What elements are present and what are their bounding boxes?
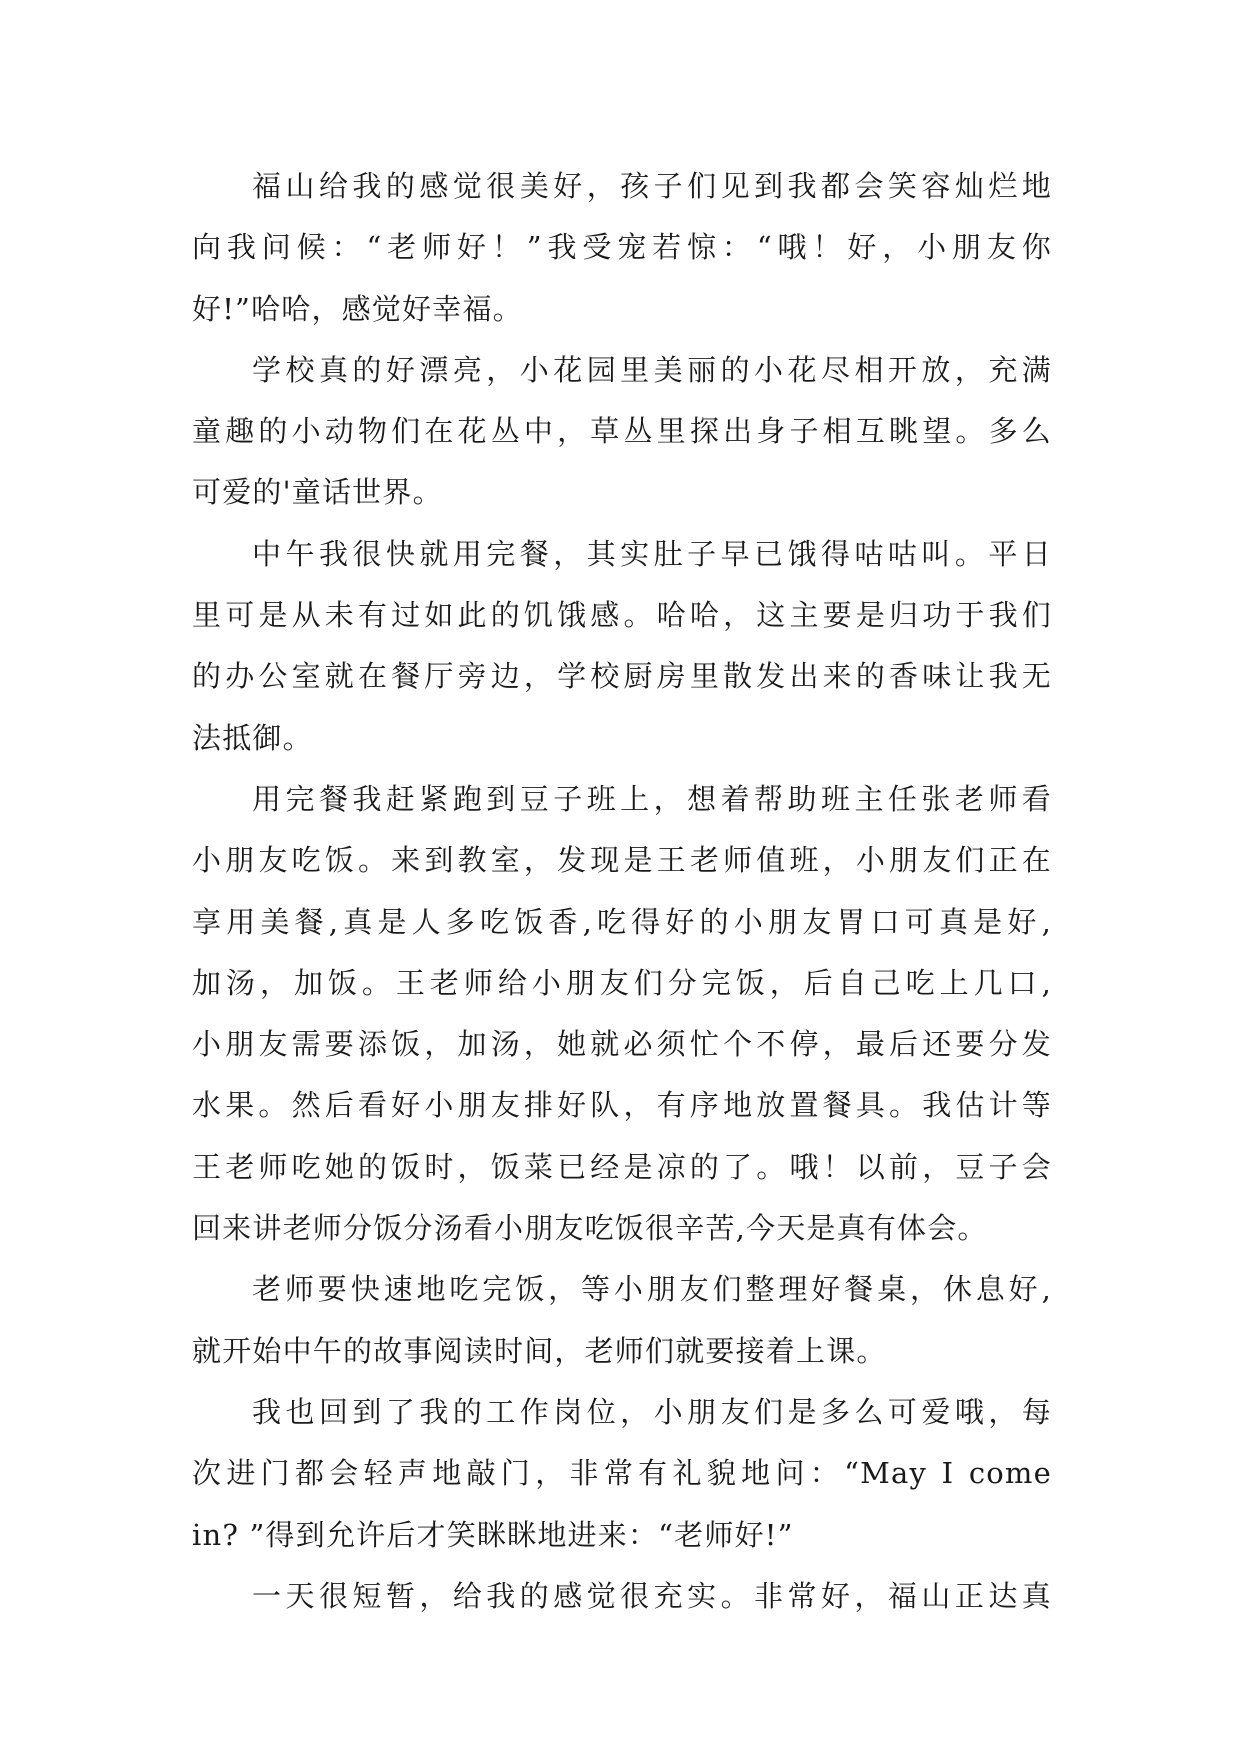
text-line: 童趣的小动物们在花丛中，草丛里探出身子相互眺望。多么	[192, 414, 1052, 449]
paragraph	[192, 1259, 1052, 1382]
text-line: 学校真的好漂亮，小花园里美丽的小花尽相开放，充满	[252, 352, 1052, 387]
paragraph	[192, 524, 1052, 769]
text-line: 的办公室就在餐厅旁边，学校厨房里散发出来的香味让我无	[192, 659, 1052, 694]
text-line: 就开始中午的故事阅读时间，老师们就要接着上课。	[192, 1333, 887, 1368]
text-line: 中午我很快就用完餐，其实肚子早已饿得咕咕叫。平日	[252, 536, 1052, 571]
text-line: 回来讲老师分饭分汤看小朋友吃饭很辛苦,今天是真有体会。	[192, 1211, 988, 1246]
text-line: 享用美餐,真是人多吃饭香,吃得好的小朋友胃口可真是好,	[192, 904, 1052, 939]
text-line: 我也回到了我的工作岗位，小朋友们是多么可爱哦，每	[252, 1394, 1052, 1429]
paragraph	[192, 769, 1052, 1259]
text-line: 用完餐我赶紧跑到豆子班上，想着帮助班主任张老师看	[252, 781, 1052, 816]
text-line: 福山给我的感觉很美好，孩子们见到我都会笑容灿烂地	[252, 169, 1052, 203]
text-line: 里可是从未有过如此的饥饿感。哈哈，这主要是归功于我们	[192, 598, 1052, 633]
text-line: 老师要快速地吃完饭，等小朋友们整理好餐桌，休息好,	[252, 1272, 1052, 1307]
text-line: in? ”得到允许后才笑眯眯地进来：“老师好!”	[192, 1517, 794, 1552]
text-line: 王老师吃她的饭时，饭菜已经是凉的了。哦！以前，豆子会	[192, 1149, 1052, 1184]
text-line: 水果。然后看好小朋友排好队，有序地放置餐具。我估计等	[192, 1088, 1052, 1123]
text-line: 可爱的'童话世界。	[192, 475, 443, 510]
text-line: 小朋友需要添饭，加汤，她就必须忙个不停，最后还要分发	[192, 1027, 1052, 1062]
paragraph	[192, 156, 1052, 340]
text-line: 向我问候：“老师好！”我受宠若惊：“哦！好，小朋友你	[192, 230, 1052, 265]
paragraph	[192, 340, 1052, 524]
body-text	[192, 156, 1052, 1627]
paragraph	[192, 1382, 1052, 1566]
text-line: 小朋友吃饭。来到教室，发现是王老师值班，小朋友们正在	[192, 843, 1052, 878]
text-line: 一天很短暂，给我的感觉很充实。非常好，福山正达真	[252, 1578, 1052, 1613]
text-line: 次进门都会轻声地敲门，非常有礼貌地问：“May I come	[192, 1456, 1052, 1491]
text-line: 好!”哈哈，感觉好幸福。	[192, 291, 523, 326]
paragraph	[192, 1566, 1052, 1627]
text-line: 加汤，加饭。王老师给小朋友们分完饭，后自己吃上几口,	[192, 965, 1052, 1000]
text-line: 法抵御。	[192, 720, 313, 755]
